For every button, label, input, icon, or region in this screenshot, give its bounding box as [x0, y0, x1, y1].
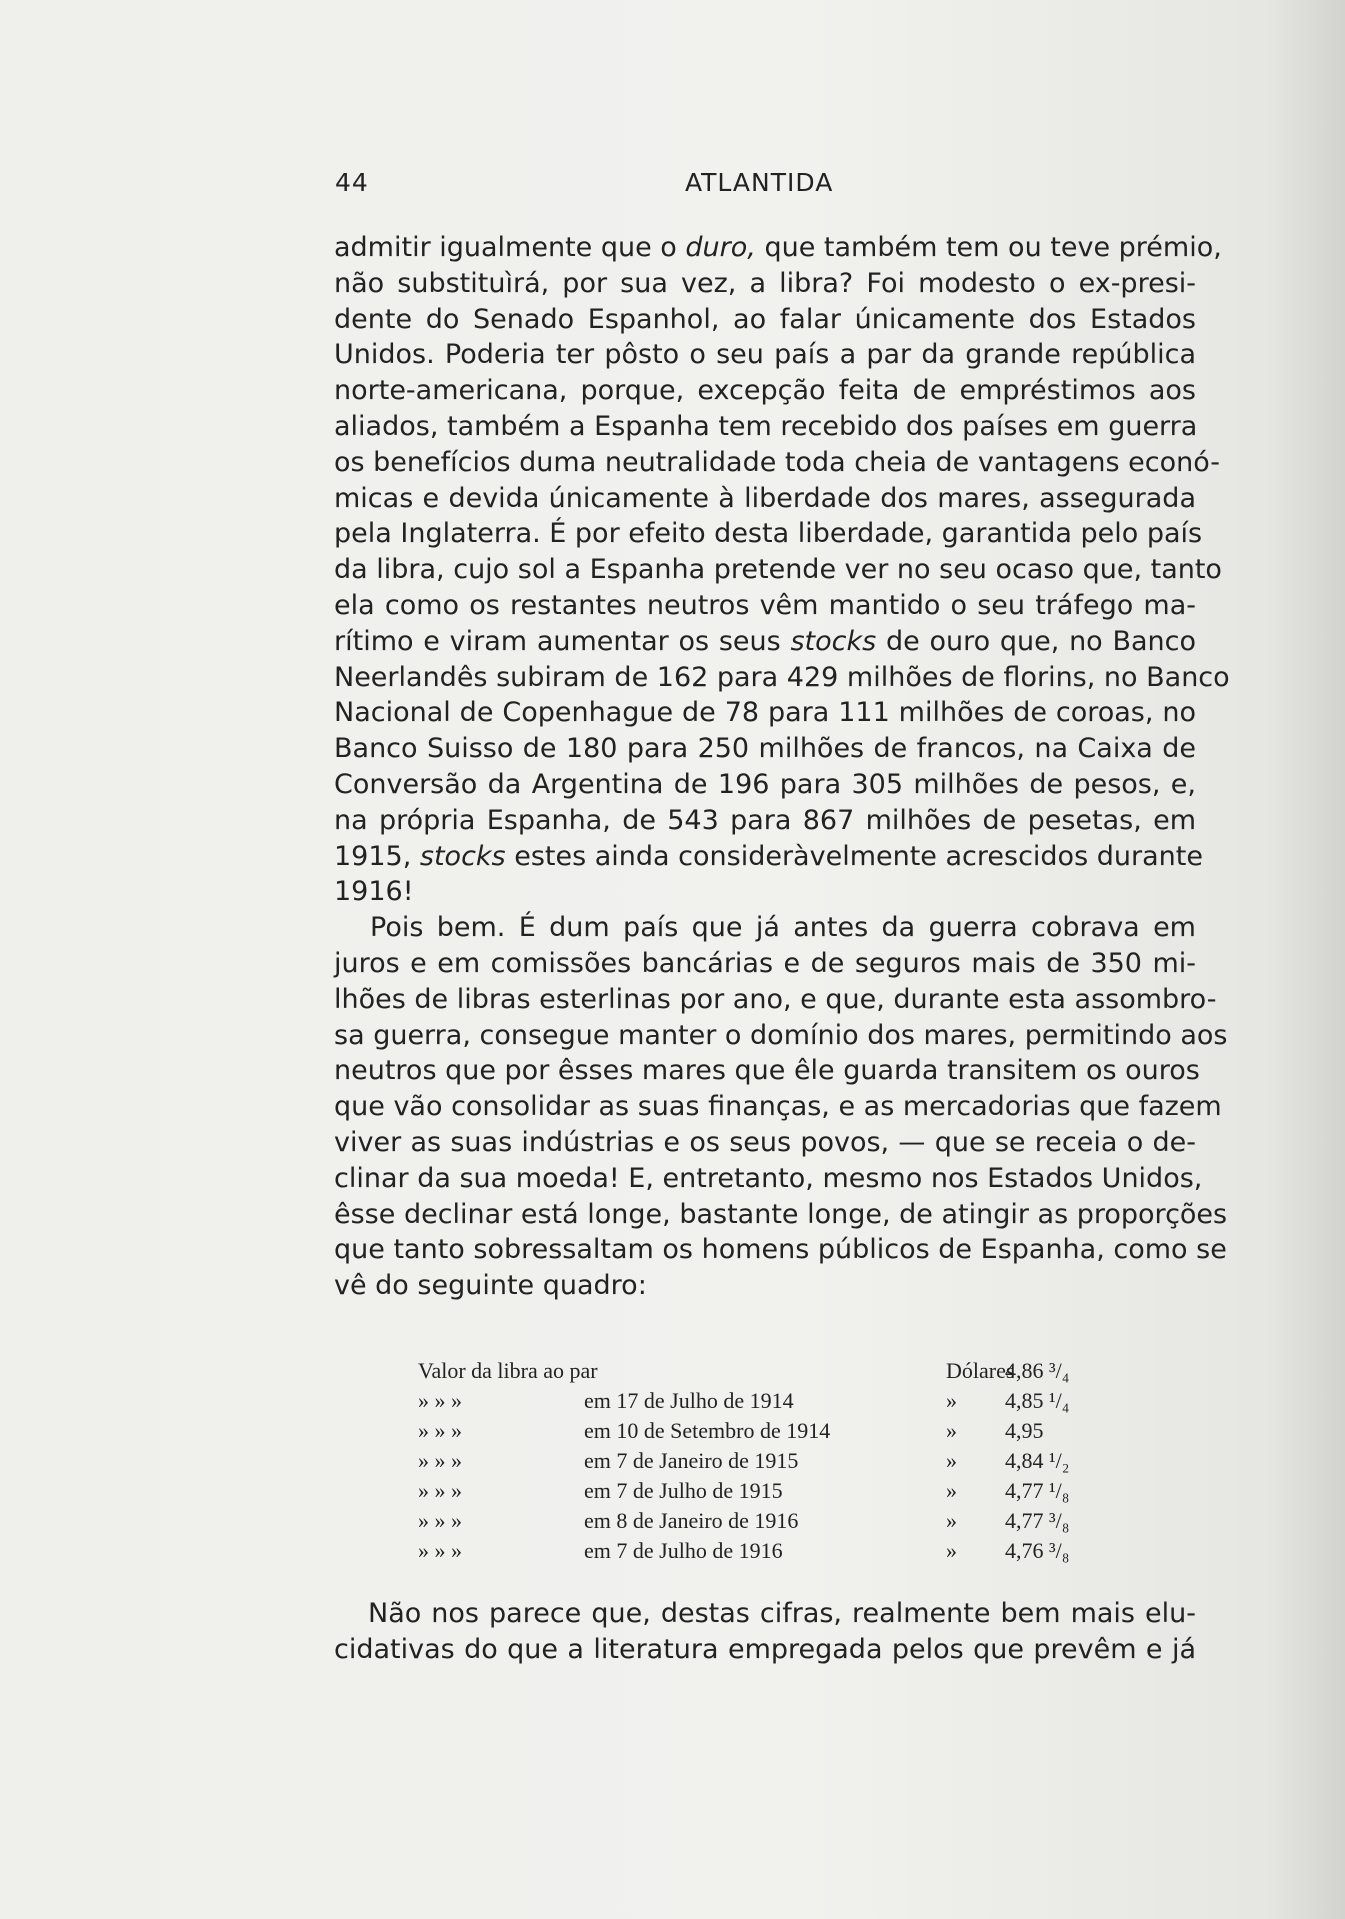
text-line: Nacional de Copenhague de 78 para 111 milhões de coroas, no — [334, 697, 1196, 729]
table-row — [418, 1476, 1070, 1506]
italic-term: duro, — [685, 232, 756, 263]
row-unit: » — [946, 1508, 957, 1533]
paragraph-1 — [334, 230, 1230, 910]
text-line: 1916! — [334, 876, 414, 908]
text-line: na própria Espanha, de 543 para 867 milhões de pesetas, em — [334, 804, 1196, 836]
text-line: Pois bem. É dum país que já antes da guerra cobrava em — [370, 912, 1196, 944]
text-line: dente do Senado Espanhol, ao falar únicamente dos Estados — [334, 303, 1196, 335]
row-date: em 7 de Janeiro de 1915 — [584, 1448, 799, 1473]
text-line: os benefícios duma neutralidade toda cheia de vantagens econó- — [334, 446, 1220, 478]
text-line: Banco Suisso de 180 para 250 milhões de francos, na Caixa de — [334, 733, 1196, 765]
text-line: da libra, cujo sol a Espanha pretende ver no seu ocaso que, tanto — [334, 554, 1222, 586]
text-line: lhões de libras esterlinas por ano, e que, durante esta assombro- — [334, 983, 1217, 1015]
text-line: viver as suas indústrias e os seus povos, — que se receia o de- — [334, 1126, 1196, 1158]
closing-paragraph — [334, 1596, 1196, 1668]
text-line: neutros que por êsses mares que êle guarda transitem os ouros — [334, 1055, 1200, 1087]
text-line: admitir igualmente que o duro, que também tem ou teve prémio, — [334, 232, 1222, 263]
body-text — [334, 230, 1230, 1304]
text-line: que tanto sobressaltam os homens públicos de Espanha, como se — [334, 1234, 1227, 1266]
table-row — [418, 1386, 1070, 1416]
text-line: não substituìrá, por sua vez, a libra? Foi modesto o ex-presi- — [334, 267, 1196, 299]
text-line: juros e em comissões bancárias e de seguros mais de 350 mi- — [334, 947, 1196, 979]
row-unit: » — [946, 1388, 957, 1413]
table-row — [418, 1446, 1070, 1476]
text-line: Neerlandês subiram de 162 para 429 milhões de florins, no Banco — [334, 661, 1230, 693]
row-label: Valor da libra ao par — [418, 1358, 598, 1383]
text-line: sa guerra, consegue manter o domínio dos mares, permitindo aos — [334, 1019, 1228, 1051]
row-unit: » — [946, 1538, 957, 1563]
text-line: micas e devida únicamente à liberdade dos mares, assegurada — [334, 482, 1196, 514]
row-value: 4,86 ³/₄ — [1005, 1358, 1070, 1383]
row-date: em 17 de Julho de 1914 — [584, 1388, 794, 1413]
text-line: aliados, também a Espanha tem recebido dos países em guerra — [334, 410, 1198, 442]
row-label: » » » — [418, 1448, 462, 1473]
text-line: rítimo e viram aumentar os seus stocks de ouro que, no Banco — [334, 625, 1196, 657]
row-date: em 7 de Julho de 1915 — [584, 1478, 783, 1503]
row-date: em 7 de Julho de 1916 — [584, 1538, 783, 1563]
row-label: » » » — [418, 1388, 462, 1413]
table-row — [418, 1536, 1070, 1566]
text-line: Não nos parece que, destas cifras, realmente bem mais elu- — [368, 1598, 1196, 1629]
text-line: norte-americana, porque, excepção feita de empréstimos aos — [334, 375, 1196, 407]
row-unit: » — [946, 1418, 957, 1443]
row-value: 4,95 — [1005, 1418, 1044, 1443]
row-value: 4,84 ¹/₂ — [1005, 1448, 1070, 1473]
text-line: pela Inglaterra. É por efeito desta liberdade, garantida pelo país — [334, 518, 1203, 550]
italic-term: stocks — [790, 625, 877, 657]
text-line: vê do seguinte quadro: — [334, 1270, 647, 1302]
text-line: cidativas do que a literatura empregada pelos que prevêm e já — [334, 1633, 1196, 1665]
text-line: Conversão da Argentina de 196 para 305 milhões de pesos, e, — [334, 768, 1196, 800]
table-row — [418, 1416, 1058, 1446]
text-line: êsse declinar está longe, bastante longe, de atingir as proporções — [334, 1198, 1228, 1230]
text-line: 1915, stocks estes ainda consideràvelmente acrescidos durante — [334, 840, 1203, 872]
table-row — [418, 1356, 1070, 1386]
text-line: clinar da sua moeda! E, entretanto, mesmo nos Estados Unidos, — [334, 1162, 1203, 1194]
row-label: » » » — [418, 1538, 462, 1563]
row-unit: » — [946, 1478, 957, 1503]
running-header — [335, 168, 1195, 204]
row-value: 4,85 ¹/₄ — [1005, 1388, 1070, 1413]
page-number: 44 — [335, 168, 369, 197]
row-date: em 10 de Setembro de 1914 — [584, 1418, 831, 1443]
row-value: 4,77 ¹/₈ — [1005, 1478, 1070, 1503]
row-date: em 8 de Janeiro de 1916 — [584, 1508, 799, 1533]
running-title: ATLANTIDA — [685, 168, 834, 197]
text-line: ela como os restantes neutros vêm mantido o seu tráfego ma- — [334, 589, 1196, 621]
italic-term: stocks — [419, 840, 506, 872]
exchange-rate-table — [418, 1356, 1070, 1566]
row-unit: Dólares — [946, 1358, 1015, 1383]
row-label: » » » — [418, 1478, 462, 1503]
paragraph-2 — [334, 910, 1228, 1304]
row-label: » » » — [418, 1418, 462, 1443]
row-value: 4,77 ³/₈ — [1005, 1508, 1070, 1533]
text-line: Unidos. Poderia ter pôsto o seu país a par da grande república — [334, 339, 1196, 371]
text-line: que vão consolidar as suas finanças, e as mercadorias que fazem — [334, 1091, 1222, 1123]
row-label: » » » — [418, 1508, 462, 1533]
row-value: 4,76 ³/₈ — [1005, 1538, 1070, 1563]
row-unit: » — [946, 1448, 957, 1473]
table-row — [418, 1506, 1070, 1536]
